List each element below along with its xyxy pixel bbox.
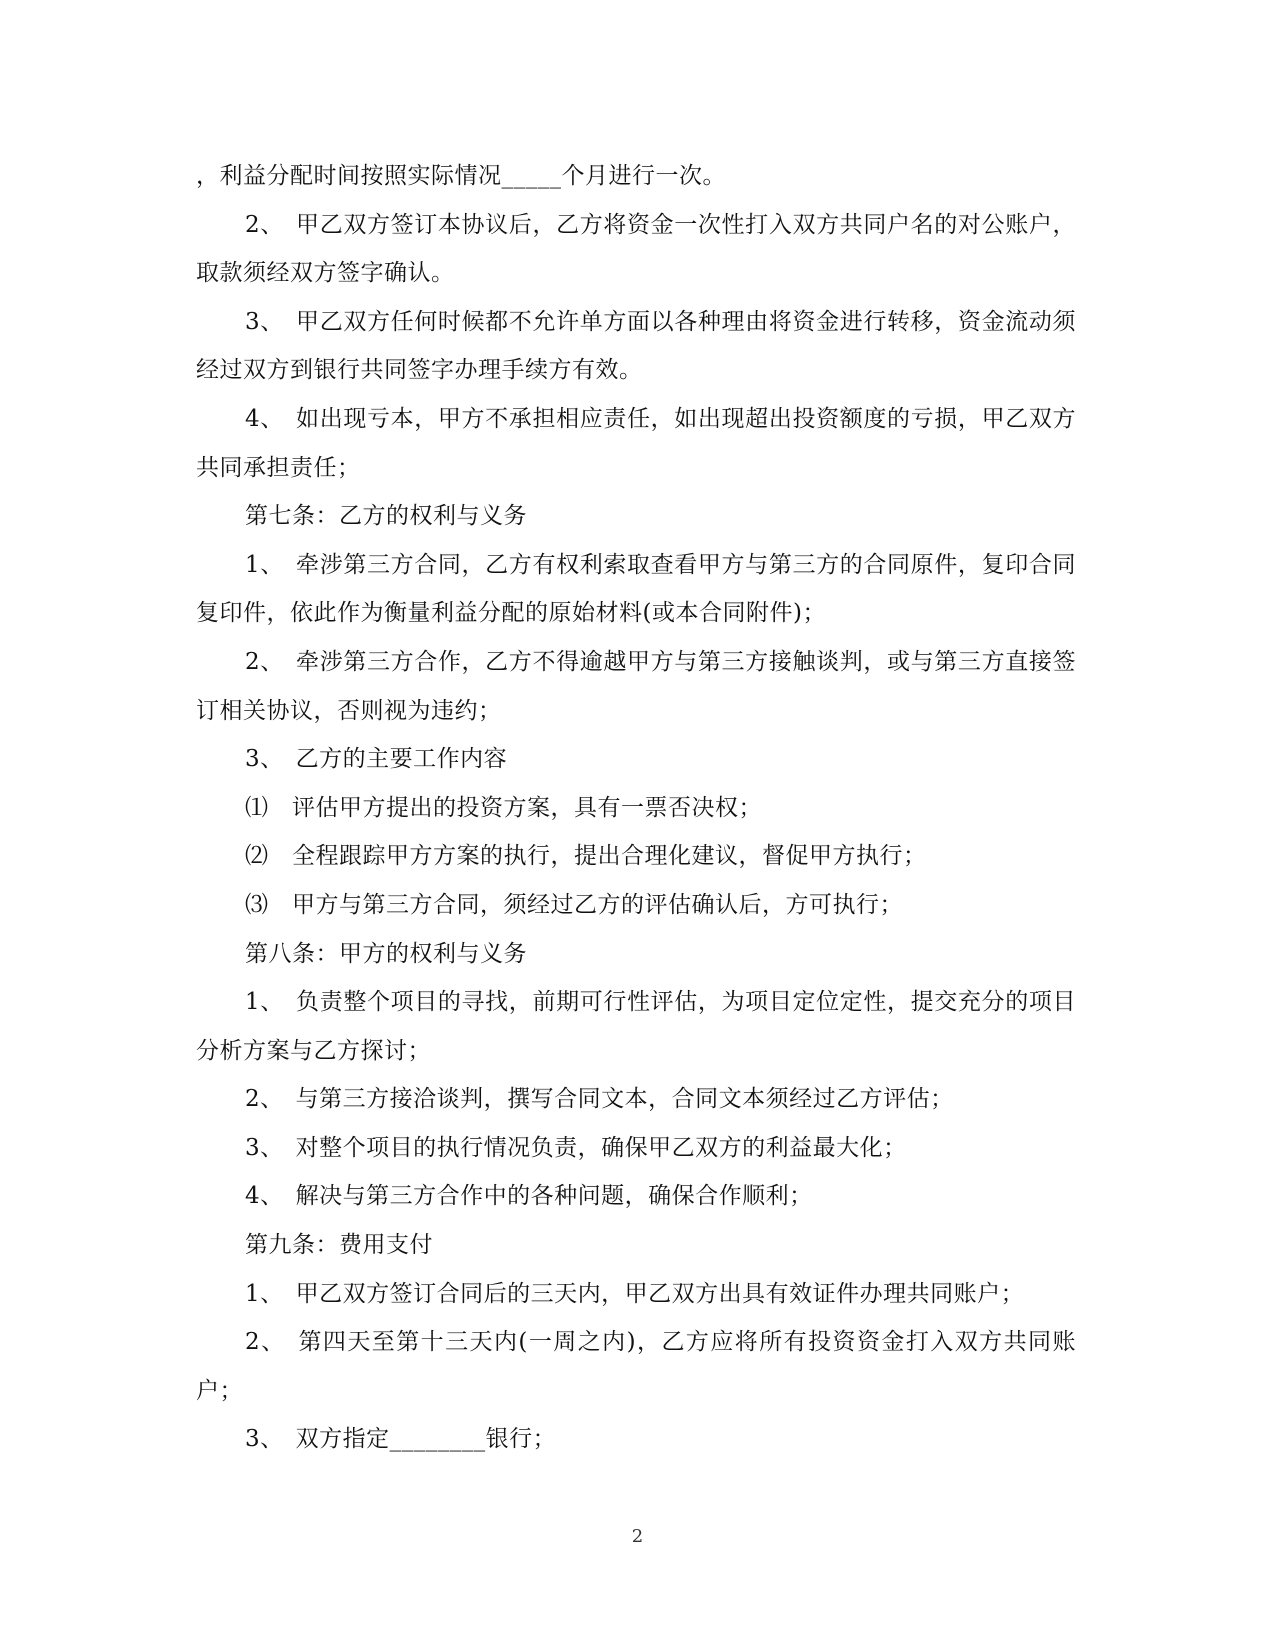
document-body (196, 152, 1076, 1464)
paragraph-article-8-item-2: 2、 与第三方接洽谈判，撰写合同文本，合同文本须经过乙方评估； (245, 1086, 954, 1113)
paragraph-article-7-item-1: 1、 牵涉第三方合同，乙方有权利索取查看甲方与第三方的合同原件，复印合同复印件，依此作为衡量利益分配的原始材料(或本合同附件)； (196, 551, 1076, 627)
paragraph-article-7-subitem-2: ⑵ 全程跟踪甲方方案的执行，提出合理化建议，督促甲方执行； (245, 843, 927, 870)
paragraph-article-7-subitem-3: ⑶ 甲方与第三方合同，须经过乙方的评估确认后，方可执行； (245, 891, 903, 918)
section-heading-article-8: 第八条：甲方的权利与义务 (245, 940, 527, 967)
section-heading-article-7: 第七条：乙方的权利与义务 (245, 503, 527, 530)
paragraph-item-2-fund-transfer: 2、 甲乙双方签订本协议后，乙方将资金一次性打入双方共同户名的对公账户，取款须经双方签字确认。 (196, 211, 1076, 287)
paragraph-article-7-item-3: 3、 乙方的主要工作内容 (245, 746, 508, 773)
section-heading-article-9: 第九条：费用支付 (245, 1232, 433, 1259)
paragraph-article-8-item-4: 4、 解决与第三方合作中的各种问题，确保合作顺利； (245, 1183, 813, 1210)
paragraph-item-3-no-unilateral-transfer: 3、 甲乙双方任何时候都不允许单方面以各种理由将资金进行转移，资金流动须经过双方到银行共同签字办理手续方有效。 (196, 308, 1076, 384)
paragraph-article-9-item-2: 2、 第四天至第十三天内(一周之内)，乙方应将所有投资资金打入双方共同账户； (196, 1329, 1076, 1404)
paragraph-profit-distribution-tail: ，利益分配时间按照实际情况_____个月进行一次。 (196, 163, 726, 189)
page-number: 2 (631, 1526, 644, 1547)
paragraph-article-7-subitem-1: ⑴ 评估甲方提出的投资方案，具有一票否决权； (245, 794, 762, 821)
paragraph-article-9-item-3: 3、 双方指定________银行； (245, 1426, 557, 1453)
paragraph-article-7-item-2: 2、 牵涉第三方合作，乙方不得逾越甲方与第三方接触谈判，或与第三方直接签订相关协议，否则视为违约； (196, 648, 1076, 724)
paragraph-article-8-item-1: 1、 负责整个项目的寻找，前期可行性评估，为项目定位定性，提交充分的项目分析方案与乙方探讨； (196, 989, 1076, 1064)
paragraph-article-9-item-1: 1、 甲乙双方签订合同后的三天内，甲乙双方出具有效证件办理共同账户； (245, 1280, 1025, 1307)
paragraph-item-4-loss-responsibility: 4、 如出现亏本，甲方不承担相应责任，如出现超出投资额度的亏损，甲乙双方共同承担责任； (196, 405, 1076, 481)
paragraph-article-8-item-3: 3、 对整个项目的执行情况负责，确保甲乙双方的利益最大化； (245, 1134, 907, 1161)
